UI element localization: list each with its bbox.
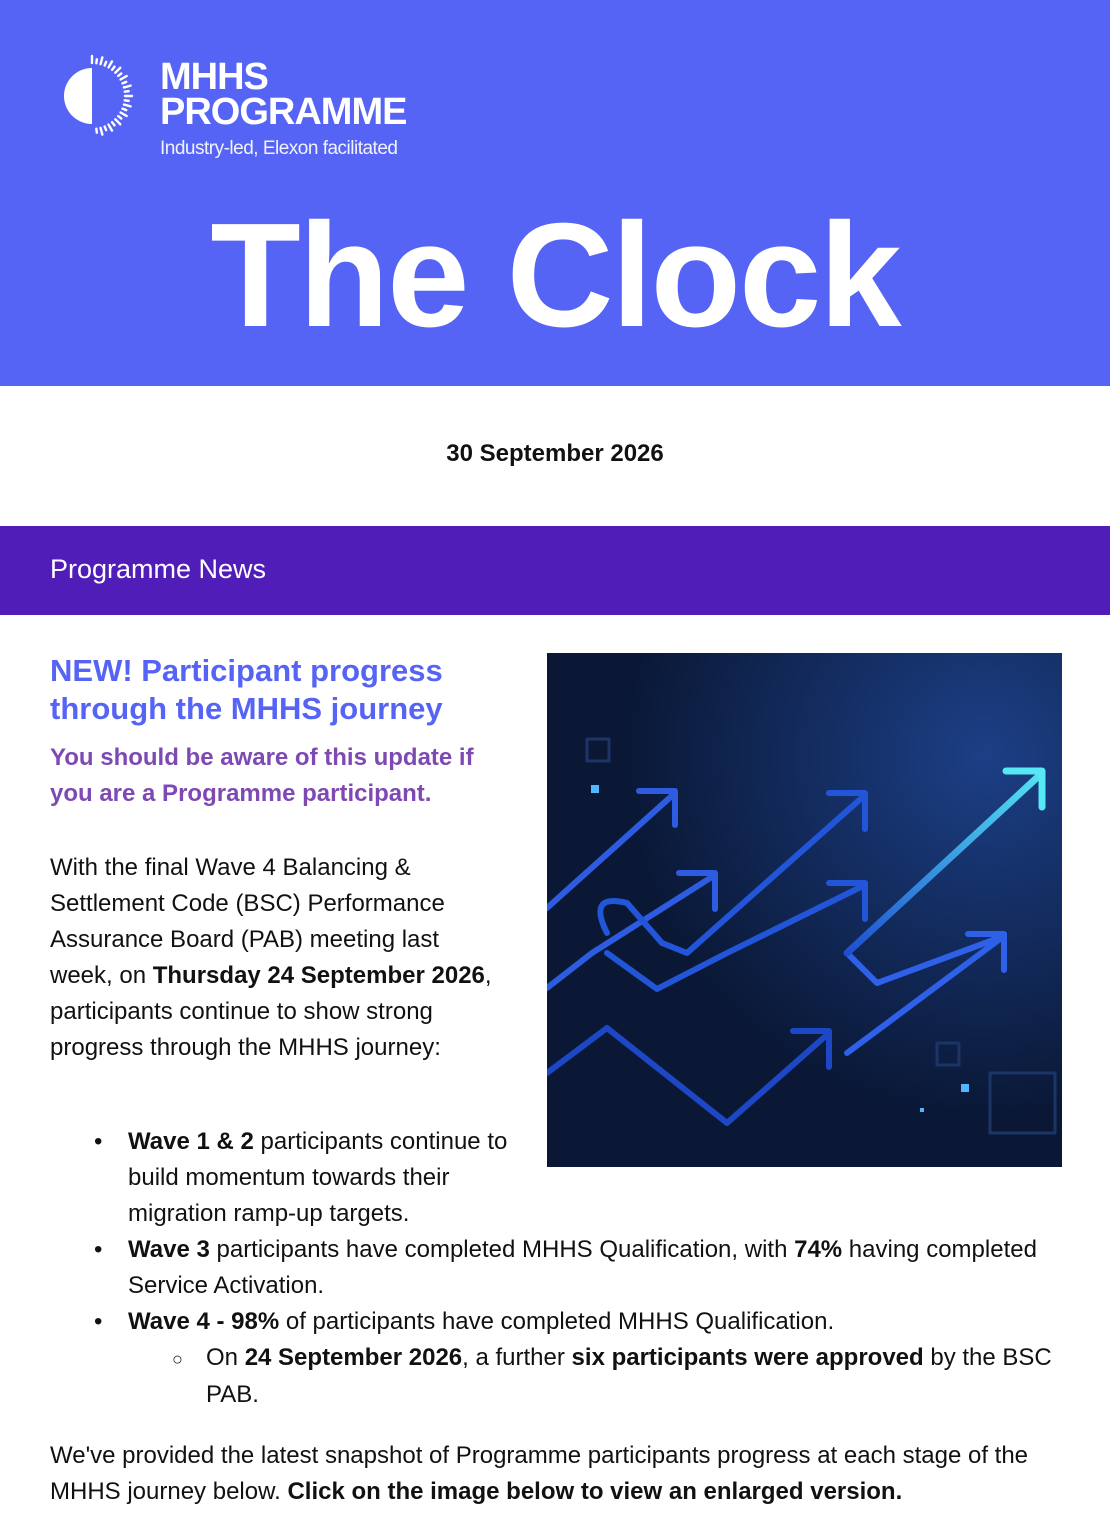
brand-line-2: PROGRAMME (160, 91, 407, 133)
section-title: Programme News (50, 554, 267, 584)
list-item: • Wave 4 - 98% of participants have completed MHHS Qualification. ○ On 24 September 2026, a further six participants were approved by the BSC PAB. (94, 1304, 1074, 1413)
article-intro: With the final Wave 4 Balancing & Settlement Code (BSC) Performance Assurance Board (PAB) meeting last week, on Thursday 24 September 2026, participants continue to show strong progress through the MHHS journey: (50, 854, 492, 1061)
article-subhead: You should be aware of this update if you are a Programme participant. (50, 744, 474, 807)
list-item: • Wave 1 & 2 participants continue to build momentum towards their migration ramp-up targets. (94, 1128, 508, 1227)
article-headline: NEW! Participant progress through the MHHS journey (50, 653, 443, 726)
article-outro: We've provided the latest snapshot of Programme participants progress at each stage of the MHHS journey below. Click on the image below to view an enlarged version. (50, 1442, 1029, 1505)
brand-line-1: MHHS (160, 56, 268, 98)
rising-arrows-image[interactable] (547, 653, 1062, 1167)
list-item: • Wave 3 participants have completed MHHS Qualification, with 74% having completed Service Activation. (94, 1236, 1037, 1299)
half-sun-clock-icon (50, 54, 134, 138)
article (50, 652, 500, 1066)
sub-list-item: ○ On 24 September 2026, a further six participants were approved by the BSC PAB. (172, 1344, 1052, 1408)
newsletter-title: The Clock (210, 193, 900, 358)
section-header (0, 526, 1110, 615)
newsletter-header (0, 0, 1110, 386)
brand-wordmark (160, 56, 407, 160)
enlarge-image-link[interactable]: Click on the image below to view an enlarged version. (287, 1478, 903, 1505)
progress-list (94, 1124, 1074, 1413)
issue-date: 30 September 2026 (446, 440, 664, 467)
brand-tagline: Industry-led, Elexon facilitated (160, 138, 398, 159)
